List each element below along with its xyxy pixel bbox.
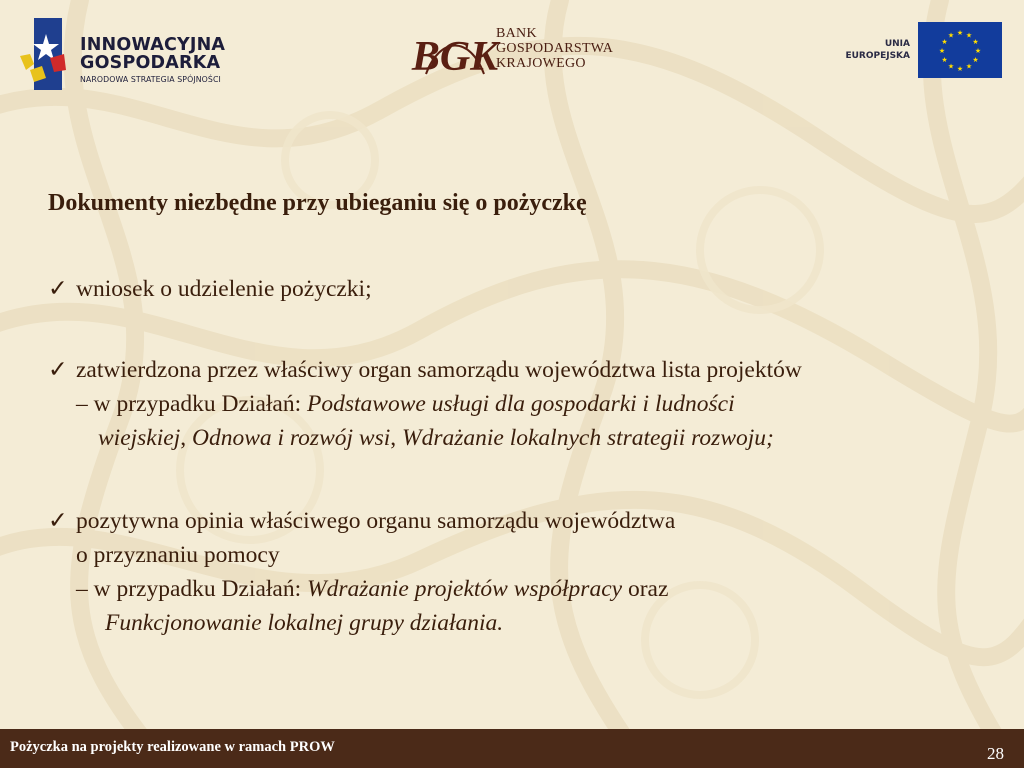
item2-line3-c: Wdrażanie lokalnych strategii rozwoju;: [402, 425, 774, 451]
svg-text:★: ★: [972, 56, 979, 64]
bgk-name-text: [496, 26, 613, 71]
svg-text:★: ★: [956, 65, 964, 73]
item2-sep2: ,: [390, 425, 403, 451]
unia-europejska-text: [832, 38, 910, 62]
item3-line3-suffix: oraz: [622, 576, 669, 602]
logo-left-line3: NARODOWA STRATEGIA SPÓJNOŚCI: [80, 75, 221, 84]
item1-text: wniosek o udzielenie pożyczki;: [76, 276, 372, 302]
item2-line3-a: wiejskiej: [98, 425, 181, 451]
checkmark-icon: ✓: [48, 508, 68, 534]
svg-text:★: ★: [947, 31, 955, 40]
item3-line4-italic: Funkcjonowanie lokalnej grupy działania.: [105, 610, 504, 636]
item2-line1: zatwierdzona przez właściwy organ samorządu województwa lista projektów: [76, 357, 802, 383]
logo-right-line1: UNIA: [884, 39, 910, 49]
bgk-logo: [411, 26, 640, 82]
bgk-monogram-icon: [411, 26, 499, 82]
svg-text:★: ★: [947, 62, 955, 71]
svg-text:★: ★: [974, 47, 982, 55]
checkmark-icon: ✓: [48, 357, 68, 383]
svg-text:★: ★: [941, 38, 948, 46]
innowacyjna-gospodarka-text: [80, 36, 225, 86]
item3-line3-italic: Wdrażanie projektów współpracy: [307, 576, 623, 602]
unia-europejska-logo: [832, 22, 1002, 80]
item2-line2-italic: Podstawowe usługi dla gospodarki i ludności: [307, 391, 735, 417]
innowacyjna-gospodarka-logo: [16, 14, 256, 94]
item3-line3-prefix: – w przypadku Działań:: [76, 576, 308, 602]
logo-left-line2: GOSPODARKA: [80, 53, 221, 73]
item3-line1: pozytywna opinia właściwego organu samorządu województwa: [76, 508, 676, 534]
page-number: 28: [987, 744, 1004, 763]
logo-center-line2: GOSPODARSTWA: [496, 41, 614, 56]
slide-title: Dokumenty niezbędne przy ubieganiu się o pożyczkę: [48, 190, 587, 216]
logo-center-line1: BANK: [496, 26, 537, 41]
star-emblem-icon: [16, 14, 76, 94]
footer-text: Pożyczka na projekty realizowane w ramach PROW: [10, 739, 335, 755]
list-item-2: [48, 353, 802, 455]
logo-right-line2: EUROPEJSKA: [845, 51, 910, 61]
checkmark-icon: ✓: [48, 276, 68, 302]
bgk-monogram-text: BGK: [411, 34, 499, 80]
logo-center-line3: KRAJOWEGO: [496, 56, 586, 71]
svg-text:★: ★: [941, 56, 948, 64]
item2-line3-b: Odnowa i rozwój wsi: [191, 425, 391, 451]
svg-text:★: ★: [965, 31, 973, 40]
list-item-1: [48, 272, 372, 306]
svg-text:★: ★: [938, 47, 946, 55]
logo-left-line1: INNOWACYJNA: [80, 35, 226, 55]
footer-bar: [0, 729, 1024, 768]
svg-text:★: ★: [956, 29, 964, 37]
item2-line2-prefix: – w przypadku Działań:: [76, 391, 308, 417]
eu-flag-icon: [918, 22, 1002, 78]
list-item-3: [48, 504, 675, 640]
item3-line2: o przyznaniu pomocy: [76, 542, 280, 568]
svg-text:★: ★: [965, 62, 973, 71]
item2-sep1: ,: [180, 425, 192, 451]
svg-text:★: ★: [972, 38, 979, 46]
